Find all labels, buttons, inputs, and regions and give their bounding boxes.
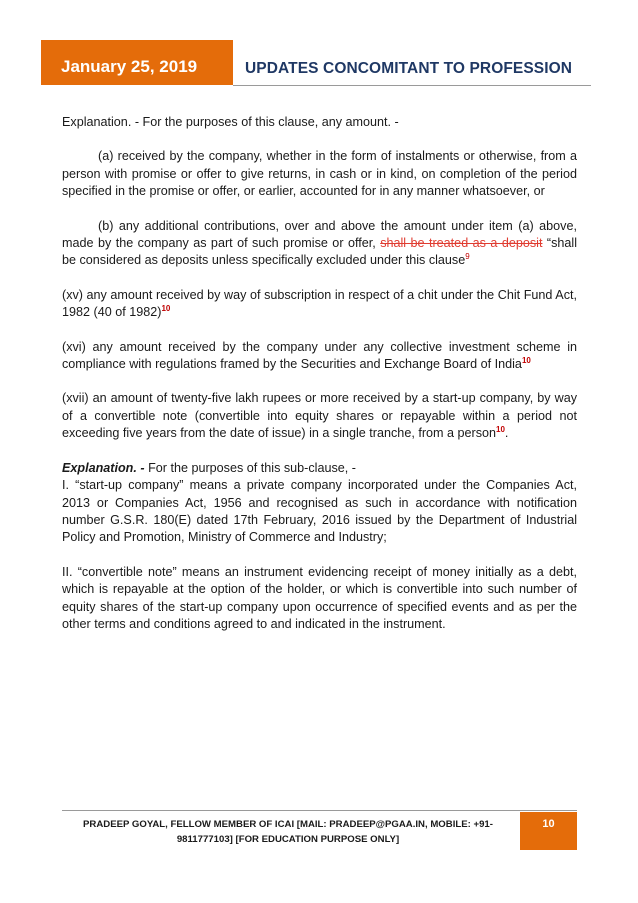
item-b-deleted-text: shall be treated as a deposit — [380, 236, 543, 251]
document-body — [62, 114, 577, 633]
item-xvii-end: . — [504, 426, 509, 441]
item-a: (a) received by the company, whether in the form of instalments or otherwise, from a person with promise or offer to give returns, in cash or in kind, on completion of the period specified in the promise or offer, or earlier, accounted for in any manner whatsoever, or — [62, 149, 577, 199]
footnote-ref-10: 10 — [521, 355, 531, 365]
header-date-badge: January 25, 2019 — [41, 40, 233, 85]
footer-text: PRADEEP GOYAL, FELLOW MEMBER OF ICAI [MAIL: PRADEEP@PGAA.IN, MOBILE: +91-9811777103] [FOR EDUCATION PURPOSE ONLY] — [83, 819, 493, 845]
item-b-inserted-text: “shall be considered as deposits unless specifically excluded under this clause — [62, 236, 578, 268]
item-b-text: (b) any additional contributions, over and above the amount under item (a) above, made by the company as part of such promise or offer, — [62, 218, 577, 251]
explanation-2-label: Explanation. - — [62, 460, 145, 475]
explanation-intro: Explanation. - For the purposes of this clause, any amount. - — [62, 115, 399, 129]
item-xvi-text: (xvi) any amount received by the company under any collective investment scheme in compliance with regulations framed by the Securities and Exchange Board of India — [62, 339, 577, 372]
footnote-ref-10: 10 — [496, 425, 505, 435]
header-divider — [233, 85, 591, 86]
item-xv — [62, 287, 577, 322]
item-xvi — [62, 339, 577, 374]
item-b — [62, 218, 577, 270]
item-xvii — [62, 390, 577, 442]
page-number: 10 — [520, 812, 577, 850]
footer-divider — [62, 810, 577, 811]
item-xvii-text: (xvii) an amount of twenty-five lakh rupees or more received by a start-up company, by way of a convertible note (convertible into equity shares or repayable within a period not exceeding five years from the date of issue) in a single tranche, from a person — [62, 391, 577, 441]
item-I: I. “start-up company” means a private company incorporated under the Companies Act, 2013 or Companies Act, 1956 and recognised as such in accordance with notification number G.S.R. 180(E) dated 17th February, 2016 issued by the Department of Industrial Policy and Promotion, Ministry of Commerce and Industry; — [62, 478, 577, 545]
header-title: UPDATES CONCOMITANT TO PROFESSION — [245, 60, 573, 77]
explanation-2 — [62, 460, 577, 477]
explanation-2-text: For the purposes of this sub-clause, - — [144, 460, 356, 475]
item-II: II. “convertible note” means an instrument evidencing receipt of money initially as a debt, which is repayable at the option of the holder, or which is convertible into such number of equity shares of the start-up company upon occurrence of specified events and as per the other terms and conditions agreed to and indicated in the instrument. — [62, 564, 577, 631]
footnote-ref-10: 10 — [161, 304, 171, 314]
item-xv-text: (xv) any amount received by way of subscription in respect of a chit under the Chit Fund Act, 1982 (40 of 1982) — [62, 287, 577, 320]
footnote-ref-9: 9 — [465, 252, 470, 262]
